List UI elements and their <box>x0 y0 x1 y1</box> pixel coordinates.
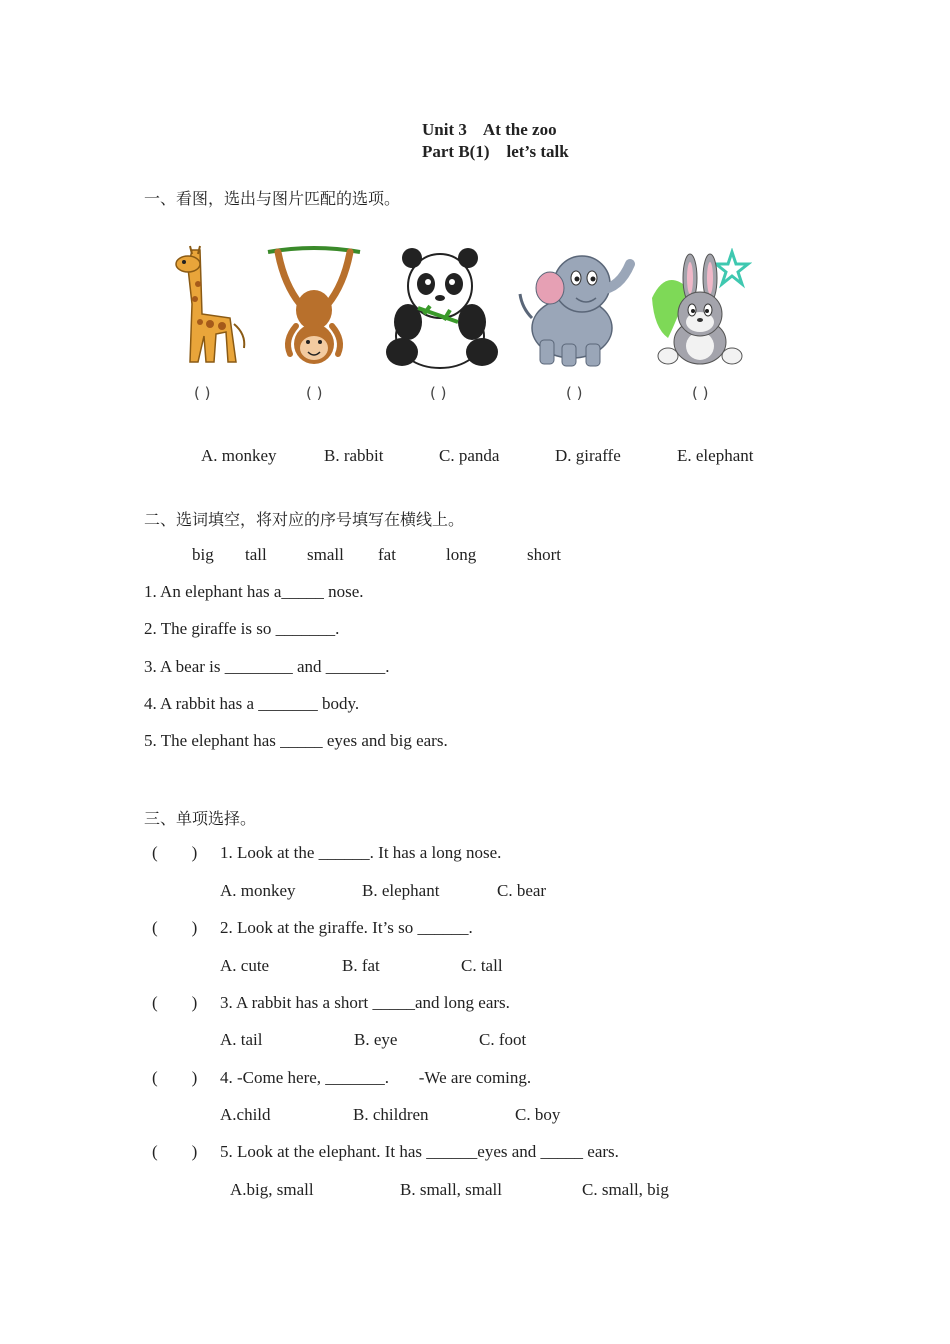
q1-option-a: A. monkey <box>220 881 296 900</box>
q1-option-c: C. bear <box>497 881 547 900</box>
option-b: B. rabbit <box>324 446 384 465</box>
q3-option-c: C. foot <box>479 1030 527 1049</box>
q2-option-a: A. cute <box>220 956 270 975</box>
q5-option-b: B. small, small <box>400 1180 502 1199</box>
panda-icon <box>378 244 502 372</box>
q1-option-b: B. elephant <box>362 881 440 900</box>
question-2-text: 2. Look at the giraffe. It’s so ______. <box>220 918 473 937</box>
picture-paren-4[interactable]: ( ) <box>566 384 583 402</box>
question-1-text: 1. Look at the ______. It has a long nose. <box>220 843 502 862</box>
q3-option-b: B. eye <box>354 1030 398 1049</box>
rabbit-icon <box>648 248 752 372</box>
fill-sentence-2: 2. The giraffe is so _______. <box>144 619 340 638</box>
q2-option-c: C. tall <box>461 956 503 975</box>
question-4-text: 4. -Come here, _______. -We are coming. <box>220 1068 532 1087</box>
q5-option-c: C. small, big <box>582 1180 669 1199</box>
elephant-icon <box>516 248 638 372</box>
question-5-text: 5. Look at the elephant. It has ______eyes and _____ ears. <box>220 1142 619 1161</box>
q4-option-c: C. boy <box>515 1105 561 1124</box>
answer-paren-4[interactable]: ( ) <box>152 1068 198 1087</box>
option-c: C. panda <box>439 446 500 465</box>
giraffe-icon <box>170 244 252 372</box>
answer-paren-5[interactable]: ( ) <box>152 1142 198 1161</box>
answer-paren-1[interactable]: ( ) <box>152 843 198 862</box>
q4-option-b: B. children <box>353 1105 429 1124</box>
section1-heading: 一、看图，选出与图片匹配的选项。 <box>144 189 401 208</box>
picture-paren-2[interactable]: ( ) <box>306 384 323 402</box>
option-e: E. elephant <box>677 446 754 465</box>
monkey-icon <box>264 244 364 372</box>
q3-option-a: A. tail <box>220 1030 263 1049</box>
q2-option-b: B. fat <box>342 956 380 975</box>
word-fat: fat <box>378 545 396 564</box>
word-long: long <box>446 545 477 564</box>
word-small: small <box>307 545 344 564</box>
fill-sentence-4: 4. A rabbit has a _______ body. <box>144 694 360 713</box>
fill-sentence-5: 5. The elephant has _____ eyes and big ears. <box>144 731 448 750</box>
q4-option-a: A.child <box>220 1105 271 1124</box>
title-line-2: Part B(1) let’s talk <box>422 142 569 161</box>
answer-paren-2[interactable]: ( ) <box>152 918 198 937</box>
option-a: A. monkey <box>201 446 277 465</box>
word-tall: tall <box>245 545 267 564</box>
question-3-text: 3. A rabbit has a short _____and long ears. <box>220 993 510 1012</box>
q5-option-a: A.big, small <box>230 1180 314 1199</box>
fill-sentence-3: 3. A bear is ________ and _______. <box>144 657 390 676</box>
picture-paren-3[interactable]: ( ) <box>430 384 447 402</box>
word-short: short <box>527 545 561 564</box>
picture-paren-5[interactable]: ( ) <box>692 384 709 402</box>
fill-sentence-1: 1. An elephant has a_____ nose. <box>144 582 364 601</box>
title-line-1: Unit 3 At the zoo <box>422 120 557 139</box>
answer-paren-3[interactable]: ( ) <box>152 993 198 1012</box>
word-big: big <box>192 545 214 564</box>
section2-heading: 二、选词填空，将对应的序号填写在横线上。 <box>144 510 465 529</box>
picture-paren-1[interactable]: ( ) <box>194 384 211 402</box>
section3-heading: 三、单项选择。 <box>144 809 257 828</box>
option-d: D. giraffe <box>555 446 621 465</box>
